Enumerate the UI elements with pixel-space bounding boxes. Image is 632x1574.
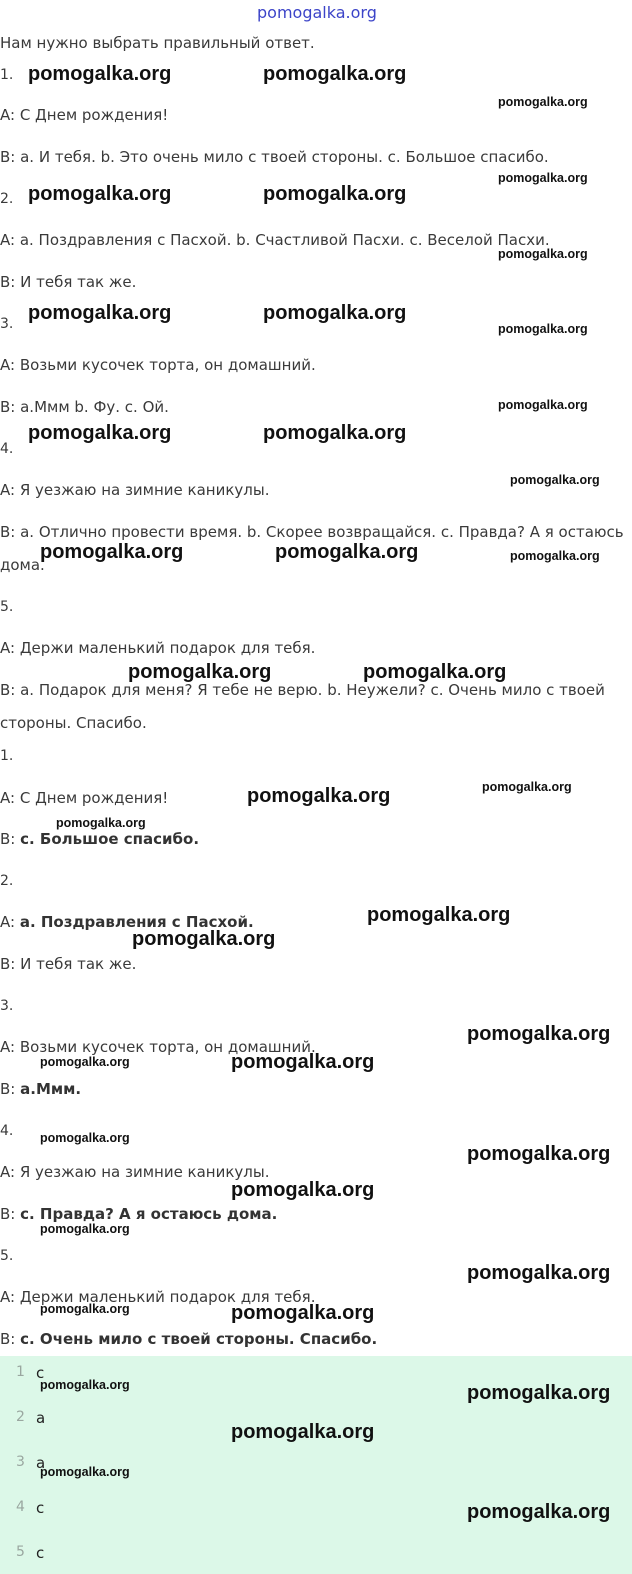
watermark-top: pomogalka.org (257, 3, 377, 22)
answer-value: c (36, 1544, 45, 1562)
watermark: pomogalka.org (132, 928, 276, 950)
question-line-b: B: а. Подарок для меня? Я тебе не верю. b. Неужели? c. Очень мило с твоей (0, 681, 605, 699)
question-line-a: A: Возьми кусочек торта, он домашний. (0, 356, 316, 374)
solution-line-a: A: Держи маленький подарок для тебя. (0, 1288, 316, 1306)
solution-line-a: A: С Днем рождения! (0, 789, 169, 807)
solution-line-a: A: Я уезжаю на зимние каникулы. (0, 1163, 270, 1181)
question-line-a: A: а. Поздравления с Пасхой. b. Счастливой Пасхи. c. Веселой Пасхи. (0, 231, 550, 249)
watermark: pomogalka.org (498, 171, 588, 185)
watermark: pomogalka.org (275, 541, 419, 563)
question-number: 3. (0, 316, 14, 332)
watermark: pomogalka.org (56, 816, 146, 830)
watermark: pomogalka.org (498, 398, 588, 412)
watermark: pomogalka.org (247, 785, 391, 807)
question-line-b: B: И тебя так же. (0, 273, 137, 291)
watermark: pomogalka.org (482, 780, 572, 794)
watermark: pomogalka.org (467, 1023, 611, 1045)
watermark: pomogalka.org (467, 1143, 611, 1165)
answer-row (0, 1544, 632, 1568)
question-line-a: A: Я уезжаю на зимние каникулы. (0, 481, 270, 499)
question-number: 2. (0, 191, 14, 207)
watermark: pomogalka.org (467, 1262, 611, 1284)
answer-value: a (36, 1454, 46, 1472)
answer-number: 5 (16, 1544, 25, 1560)
question-line-b: B: а.Ммм b. Фу. c. Ой. (0, 398, 169, 416)
watermark: pomogalka.org (28, 183, 172, 205)
watermark: pomogalka.org (263, 63, 407, 85)
watermark: pomogalka.org (231, 1421, 375, 1443)
solution-line-b: B: а.Ммм. (0, 1080, 82, 1098)
watermark: pomogalka.org (263, 183, 407, 205)
answer-value: c (36, 1499, 45, 1517)
watermark: pomogalka.org (40, 1131, 130, 1145)
watermark: pomogalka.org (40, 1465, 130, 1479)
question-line-b: B: а. И тебя. b. Это очень мило с твоей стороны. c. Большое спасибо. (0, 148, 549, 166)
answer-number: 4 (16, 1499, 25, 1515)
solution-number: 5. (0, 1248, 14, 1264)
answer-value: a (36, 1409, 46, 1427)
watermark: pomogalka.org (231, 1179, 375, 1201)
solution-line-b: B: с. Большое спасибо. (0, 830, 200, 848)
watermark: pomogalka.org (128, 661, 272, 683)
solution-line-a: A: а. Поздравления с Пасхой. (0, 913, 254, 931)
watermark: pomogalka.org (40, 1302, 130, 1316)
answer-number: 2 (16, 1409, 25, 1425)
solution-line-b: B: с. Очень мило с твоей стороны. Спасибо. (0, 1330, 378, 1348)
solution-number: 4. (0, 1123, 14, 1139)
solution-line-b: B: с. Правда? А я остаюсь дома. (0, 1205, 278, 1223)
watermark: pomogalka.org (498, 95, 588, 109)
watermark: pomogalka.org (28, 63, 172, 85)
watermark: pomogalka.org (231, 1051, 375, 1073)
watermark: pomogalka.org (40, 1378, 130, 1392)
watermark: pomogalka.org (40, 1055, 130, 1069)
watermark: pomogalka.org (510, 473, 600, 487)
intro-text: Нам нужно выбрать правильный ответ. (0, 34, 315, 52)
question-line-b: B: а. Отлично провести время. b. Скорее возвращайся. c. Правда? А я остаюсь (0, 523, 624, 541)
watermark: pomogalka.org (510, 549, 600, 563)
solution-line-a: A: Возьми кусочек торта, он домашний. (0, 1038, 316, 1056)
answer-value: c (36, 1364, 45, 1382)
question-line-b-cont: дома. (0, 556, 45, 574)
watermark: pomogalka.org (231, 1302, 375, 1324)
question-line-a: A: Держи маленький подарок для тебя. (0, 639, 316, 657)
watermark: pomogalka.org (28, 422, 172, 444)
watermark: pomogalka.org (40, 541, 184, 563)
watermark: pomogalka.org (498, 247, 588, 261)
solution-number: 3. (0, 998, 14, 1014)
watermark: pomogalka.org (40, 1222, 130, 1236)
question-line-a: A: С Днем рождения! (0, 106, 169, 124)
solution-line-b: B: И тебя так же. (0, 955, 137, 973)
question-number: 5. (0, 599, 14, 615)
watermark: pomogalka.org (367, 904, 511, 926)
answer-number: 3 (16, 1454, 25, 1470)
watermark: pomogalka.org (263, 422, 407, 444)
answer-number: 1 (16, 1364, 25, 1380)
watermark: pomogalka.org (263, 302, 407, 324)
watermark: pomogalka.org (498, 322, 588, 336)
question-number: 4. (0, 441, 14, 457)
solution-number: 2. (0, 873, 14, 889)
watermark: pomogalka.org (467, 1501, 611, 1523)
question-line-b-cont: стороны. Спасибо. (0, 714, 147, 732)
solution-number: 1. (0, 748, 14, 764)
watermark: pomogalka.org (363, 661, 507, 683)
watermark: pomogalka.org (28, 302, 172, 324)
question-number: 1. (0, 67, 14, 83)
watermark: pomogalka.org (467, 1382, 611, 1404)
